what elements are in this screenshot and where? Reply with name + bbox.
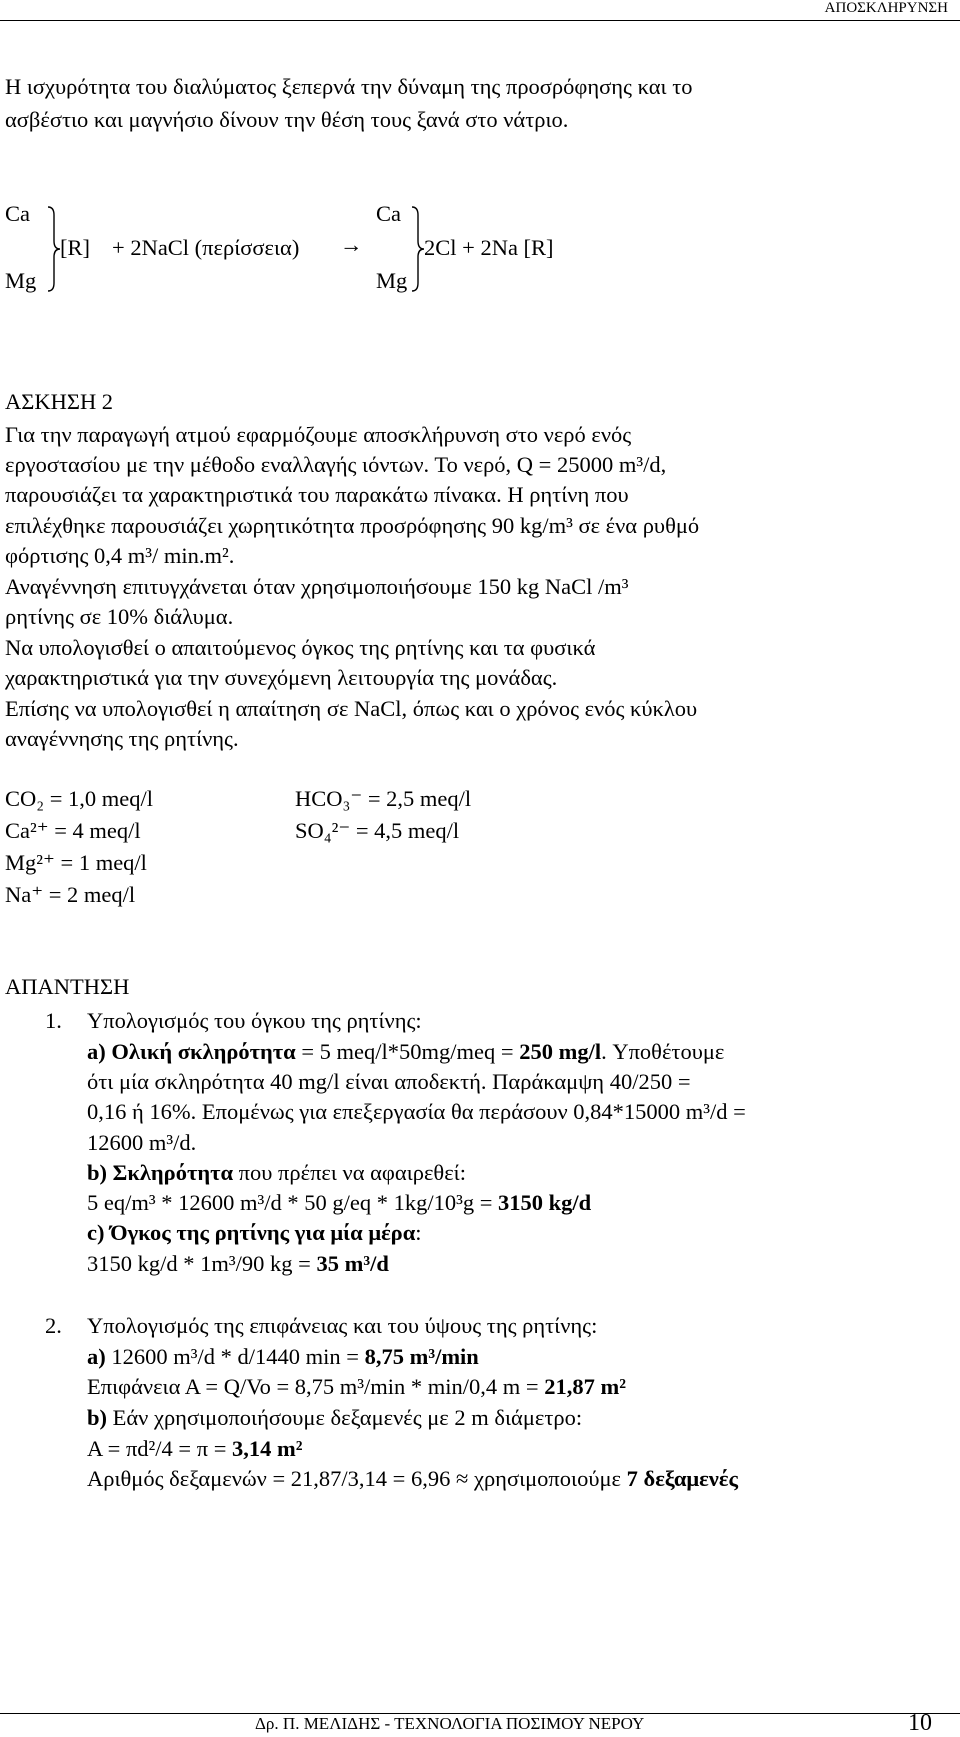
exercise-line-11: αναγέννησης της ρητίνης. bbox=[5, 726, 239, 751]
reaction-right-mg: Mg bbox=[376, 268, 408, 293]
answer-g-result: 3,14 m² bbox=[232, 1436, 303, 1461]
section-1-number: 1. bbox=[45, 1008, 62, 1033]
answer-title: ΑΠΑΝΤΗΣΗ bbox=[5, 974, 130, 999]
exercise-line-2: εργοστασίου με την μέθοδο εναλλαγής ιόντων. Το νερό, Q = 25000 m³/d, bbox=[5, 452, 667, 477]
answer-c-line-2 bbox=[87, 1253, 389, 1276]
answer-d-line bbox=[87, 1346, 479, 1369]
answer-h-text: Αριθμός δεξαμενών = 21,87/3,14 = 6,96 ≈ χρησιμοποιούμε bbox=[87, 1466, 627, 1491]
answer-e-result: 21,87 m² bbox=[544, 1374, 626, 1399]
answer-a-line-3: 0,16 ή 16%. Επομένως για επεξεργασία θα περάσουν 0,84*15000 m³/d = bbox=[87, 1099, 746, 1124]
answer-g-text: A = πd²/4 = π = bbox=[87, 1436, 233, 1461]
answer-a-line bbox=[87, 1041, 724, 1064]
reaction-products: 2Cl + 2Na [R] bbox=[424, 235, 554, 260]
answer-a-label: a) Ολική σκληρότητα bbox=[87, 1039, 296, 1064]
answer-d-result: 8,75 m³/min bbox=[364, 1344, 479, 1369]
answer-c2-text: 3150 kg/d * 1m³/90 kg = bbox=[87, 1251, 317, 1276]
answer-c2-result: 35 m³/d bbox=[316, 1251, 389, 1276]
param-na: Na⁺ = 2 meq/l bbox=[5, 882, 136, 907]
intro-line-2: ασβέστιο και μαγνήσιο δίνουν την θέση τους ξανά στο νάτριο. bbox=[5, 107, 569, 132]
param-mg: Mg²⁺ = 1 meq/l bbox=[5, 850, 147, 875]
param-co2: CO₂ = 1,0 meq/l bbox=[5, 786, 154, 811]
answer-a-end: . Υποθέτουμε bbox=[601, 1039, 725, 1064]
exercise-line-8: Να υπολογισθεί ο απαιτούμενος όγκος της ρητίνης και τα φυσικά bbox=[5, 635, 596, 660]
answer-e-line bbox=[87, 1376, 626, 1399]
page-number: 10 bbox=[908, 1710, 932, 1736]
exercise-title: ΑΣΚΗΣΗ 2 bbox=[5, 389, 114, 414]
reaction-resin-left: [R] bbox=[60, 235, 90, 260]
section-1-title: Υπολογισμός του όγκου της ρητίνης: bbox=[87, 1008, 422, 1033]
answer-c-text: : bbox=[415, 1220, 422, 1245]
answer-d-text: 12600 m³/d * d/1440 min = bbox=[105, 1344, 365, 1369]
exercise-line-3: παρουσιάζει τα χαρακτηριστικά του παρακάτω πίνακα. Η ρητίνη που bbox=[5, 482, 629, 507]
exercise-line-1: Για την παραγωγή ατμού εφαρμόζουμε αποσκλήρυνση στο νερό ενός bbox=[5, 422, 632, 447]
answer-b2-text: 5 eq/m³ * 12600 m³/d * 50 g/eq * 1kg/10³g = bbox=[87, 1190, 499, 1215]
answer-b-line-2 bbox=[87, 1192, 591, 1215]
reaction-left-mg: Mg bbox=[5, 268, 37, 293]
section-2-title: Υπολογισμός της επιφάνειας και του ύψους της ρητίνης: bbox=[87, 1313, 598, 1338]
exercise-line-4: επιλέχθηκε παρουσιάζει χωρητικότητα προσρόφησης 90 kg/m³ σε ένα ρυθμό bbox=[5, 513, 700, 538]
exercise-line-6: Αναγέννηση επιτυγχάνεται όταν χρησιμοποιήσουμε 150 kg NaCl /m³ bbox=[5, 574, 629, 599]
footer-text: Δρ. Π. ΜΕΛΙΔΗΣ - ΤΕΧΝΟΛΟΓΙΑ ΠΟΣΙΜΟΥ ΝΕΡΟΥ bbox=[255, 1714, 645, 1733]
answer-c-label: c) Όγκος της ρητίνης για μία μέρα bbox=[87, 1220, 416, 1245]
answer-h-result: 7 δεξαμενές bbox=[626, 1466, 738, 1491]
section-2-number: 2. bbox=[45, 1313, 62, 1338]
answer-a-result: 250 mg/l bbox=[519, 1039, 602, 1064]
exercise-line-7: ρητίνης σε 10% διάλυμα. bbox=[5, 604, 234, 629]
reaction-reagent: + 2NaCl (περίσσεια) bbox=[112, 235, 300, 260]
answer-e-text: Επιφάνεια Α = Q/Vo = 8,75 m³/min * min/0,4 m = bbox=[87, 1374, 545, 1399]
answer-f-label: b) bbox=[87, 1405, 108, 1430]
answer-h-line bbox=[87, 1468, 738, 1491]
reaction-arrow-icon: → bbox=[340, 232, 363, 257]
answer-b-text: που πρέπει να αφαιρεθεί: bbox=[233, 1160, 466, 1185]
answer-c-line bbox=[87, 1222, 422, 1245]
answer-b-line bbox=[87, 1162, 466, 1185]
answer-d-label: a) bbox=[87, 1344, 106, 1369]
param-so4: SO₄²⁻ = 4,5 meq/l bbox=[295, 818, 460, 843]
answer-a-line-2: ότι μία σκληρότητα 40 mg/l είναι αποδεκτή. Παράκαμψη 40/250 = bbox=[87, 1069, 691, 1094]
exercise-line-9: χαρακτηριστικά για την συνεχόμενη λειτουργία της μονάδας. bbox=[5, 665, 558, 690]
reaction-right-ca: Ca bbox=[376, 201, 401, 226]
answer-b2-result: 3150 kg/d bbox=[498, 1190, 592, 1215]
exercise-line-10: Επίσης να υπολογισθεί η απαίτηση σε NaCl, όπως και ο χρόνος ενός κύκλου bbox=[5, 696, 698, 721]
exercise-line-5: φόρτισης 0,4 m³/ min.m². bbox=[5, 543, 235, 568]
param-hco3: HCO₃⁻ = 2,5 meq/l bbox=[295, 786, 472, 811]
reaction-left-ca: Ca bbox=[5, 201, 30, 226]
answer-f-text: Εάν χρησιμοποιήσουμε δεξαμενές με 2 m διάμετρο: bbox=[107, 1405, 583, 1430]
page-header bbox=[0, 0, 960, 21]
answer-b-label: b) Σκληρότητα bbox=[87, 1160, 234, 1185]
param-ca: Ca²⁺ = 4 meq/l bbox=[5, 818, 141, 843]
intro-line-1: Η ισχυρότητα του διαλύματος ξεπερνά την δύναμη της προσρόφησης και το bbox=[5, 74, 693, 99]
answer-f-line bbox=[87, 1407, 582, 1430]
answer-a-line-4: 12600 m³/d. bbox=[87, 1130, 197, 1155]
answer-a-text: = 5 meq/l*50mg/meq = bbox=[295, 1039, 520, 1064]
header-title: ΑΠΟΣΚΛΗΡΥΝΣΗ bbox=[824, 0, 948, 16]
answer-g-line bbox=[87, 1438, 303, 1461]
